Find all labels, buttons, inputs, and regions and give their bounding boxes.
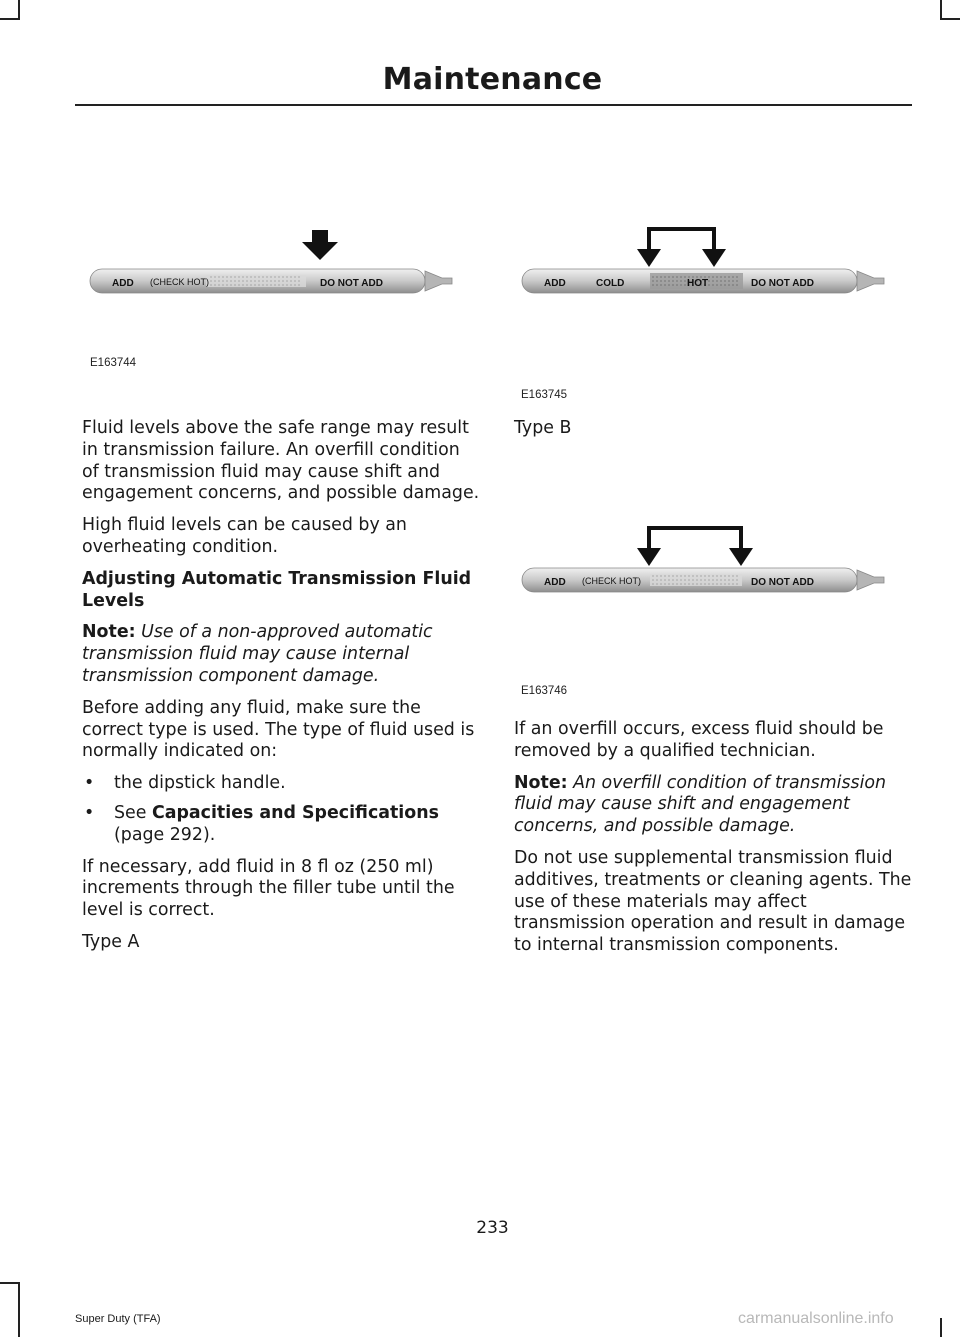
crop-mark — [940, 1318, 942, 1337]
page-reference: (page 292). — [114, 824, 216, 845]
bullet-list — [82, 773, 480, 846]
note — [514, 773, 912, 838]
list-item: • the dipstick handle. — [84, 773, 286, 794]
paragraph: Type B — [514, 418, 572, 438]
paragraph: Before adding any fluid, make sure the correct type is used. The type of fluid used is normally indicated on: — [82, 697, 475, 762]
paragraph: If necessary, add fluid in 8 fl oz (250 ml) increments through the filler tube until the level is correct. — [82, 856, 455, 921]
right-type-b-label — [514, 418, 912, 450]
do-not-add-mark: DO NOT ADD — [751, 278, 814, 289]
note — [82, 622, 480, 687]
check-hot-mark: (CHECK HOT) — [582, 576, 641, 586]
note-label: Note: — [82, 622, 136, 643]
paragraph: Type A — [82, 931, 140, 952]
footer-model: Super Duty (TFA) — [75, 1313, 161, 1325]
hot-mark: HOT — [687, 278, 709, 289]
note-text: Use of a non-approved automatic transmission fluid may cause internal transmission component damage. — [82, 622, 433, 686]
add-mark: ADD — [544, 278, 566, 289]
do-not-add-mark: DO NOT ADD — [320, 278, 383, 289]
cold-mark: COLD — [596, 278, 625, 289]
note-text: An overfill condition of transmission fluid may cause shift and engagement concerns, and possible damage. — [514, 772, 887, 837]
check-hot-mark: (CHECK HOT) — [150, 277, 209, 287]
paragraph: Fluid levels above the safe range may result in transmission failure. An overfill condition of transmission fluid may cause shift and engagement concerns, and possible damage. — [82, 418, 480, 504]
page-number: 233 — [476, 1218, 509, 1238]
crop-mark — [18, 1282, 20, 1337]
do-not-add-mark: DO NOT ADD — [751, 577, 814, 588]
paragraph: High fluid levels can be caused by an overheating condition. — [82, 515, 407, 557]
note-label: Note: — [514, 772, 568, 793]
figure-id: E163746 — [521, 685, 568, 697]
paragraph: If an overfill occurs, excess fluid should be removed by a qualified technician. — [514, 719, 884, 761]
dipstick-figure-e163744 — [80, 225, 460, 375]
dipstick-figure-e163746 — [512, 524, 892, 704]
left-column — [82, 418, 480, 964]
crop-mark — [18, 0, 20, 20]
range-bracket-arrows-icon — [637, 227, 726, 267]
list-item-text: the dipstick handle. — [114, 773, 286, 794]
list-item: • See Capacities and Specifications (page 292). — [84, 802, 439, 845]
add-mark: ADD — [112, 278, 134, 289]
crop-mark — [940, 0, 942, 20]
watermark: carmanualsonline.info — [738, 1310, 894, 1327]
crop-mark — [0, 18, 20, 20]
right-column — [514, 719, 912, 967]
figure-id: E163744 — [90, 357, 137, 369]
paragraph: Do not use supplemental transmission fluid additives, treatments or cleaning agents. The use of these materials may affect transmission operation and result in damage to internal transmission components. — [514, 847, 912, 956]
down-arrow-icon — [302, 230, 338, 260]
add-mark: ADD — [544, 577, 566, 588]
figure-id: E163745 — [521, 389, 568, 401]
list-item-text: See — [114, 802, 152, 823]
range-bracket-arrows-icon — [637, 526, 753, 566]
dipstick-figure-e163745 — [512, 225, 892, 401]
header-divider — [75, 104, 912, 106]
cross-reference-link[interactable]: Capacities and Specifications — [151, 802, 439, 823]
section-heading: Adjusting Automatic Transmission Fluid Levels — [82, 568, 472, 611]
page-title: Maintenance — [382, 62, 603, 97]
crop-mark — [940, 18, 960, 20]
crop-mark — [0, 1282, 20, 1284]
